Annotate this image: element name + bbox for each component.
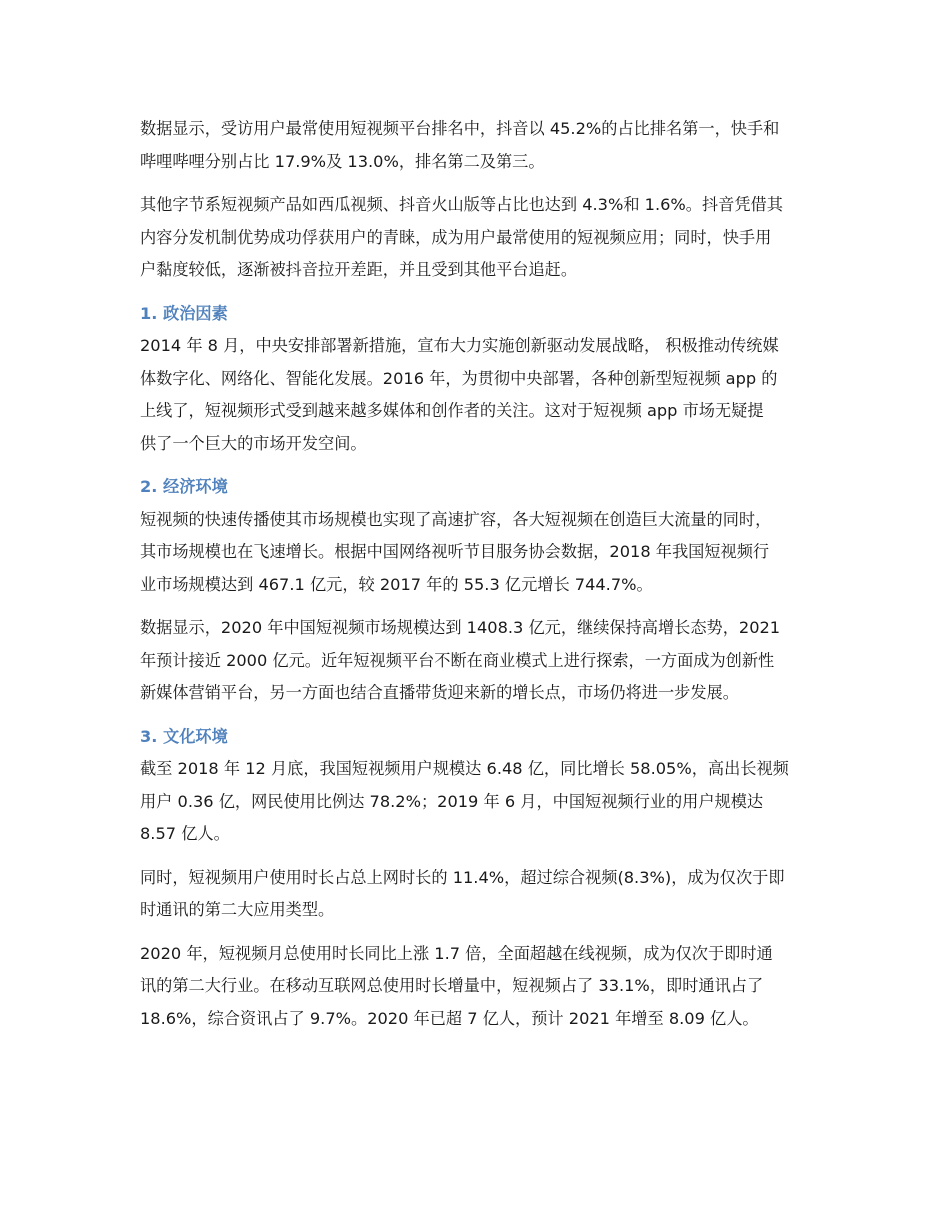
text-line: 2020 年，短视频月总使用时长同比上涨 1.7 倍，全面超越在线视频，成为仅次于即时通 [140, 943, 773, 963]
section-paragraph [140, 612, 812, 710]
document-page [140, 113, 812, 1046]
intro-paragraph-1 [140, 113, 812, 178]
intro-paragraph-2 [140, 189, 812, 287]
text-line: 时通讯的第二大应用类型。 [140, 900, 335, 919]
section-heading: 2. 经济环境 [140, 477, 228, 496]
text-line: 体数字化、网络化、智能化发展。2016 年，为贯彻中央部署，各种创新型短视频 app 的 [140, 368, 778, 388]
text-line: 业市场规模达到 467.1 亿元，较 2017 年的 55.3 亿元增长 744.7%。 [140, 574, 653, 594]
section-heading: 1. 政治因素 [140, 303, 228, 323]
text-line: 上线了，短视频形式受到越来越多媒体和创作者的关注。这对于短视频 app 市场无疑提 [140, 401, 764, 420]
section-paragraph [140, 862, 812, 927]
section-culture [140, 721, 812, 1036]
text-line: 截至 2018 年 12 月底，我国短视频用户规模达 6.48 亿，同比增长 58.05%，高出长视频 [140, 759, 789, 778]
text-line: 户黏度较低，逐渐被抖音拉开差距，并且受到其他平台追赶。 [140, 260, 578, 279]
text-line: 18.6%，综合资讯占了 9.7%。2020 年已超 7 亿人，预计 2021 年增至 8.09 亿人。 [140, 1008, 759, 1028]
text-line: 其他字节系短视频产品如西瓜视频、抖音火山版等占比也达到 4.3%和 1.6%。抖音凭借其 [140, 195, 783, 214]
text-line: 讯的第二大行业。在移动互联网总使用时长增量中，短视频占了 33.1%，即时通讯占了 [140, 976, 764, 995]
section-economy [140, 471, 812, 710]
text-line: 其市场规模也在飞速增长。根据中国网络视听节目服务协会数据，2018 年我国短视频行 [140, 542, 770, 561]
text-line: 数据显示，2020 年中国短视频市场规模达到 1408.3 亿元，继续保持高增长态势，2021 [140, 618, 781, 637]
text-line: 8.57 亿人。 [140, 824, 230, 843]
section-heading: 3. 文化环境 [140, 726, 228, 746]
text-line: 年预计接近 2000 亿元。近年短视频平台不断在商业模式上进行探索，一方面成为创新性 [140, 650, 775, 670]
text-line: 供了一个巨大的市场开发空间。 [140, 433, 367, 453]
text-line: 用户 0.36 亿，网民使用比例达 78.2%；2019 年 6 月，中国短视频行业的用户规模达 [140, 791, 764, 811]
text-line: 2014 年 8 月，中央安排部署新措施，宣布大力实施创新驱动发展战略， 积极推动传统媒 [140, 336, 779, 355]
text-line: 数据显示，受访用户最常使用短视频平台排名中，抖音以 45.2%的占比排名第一，快手和 [140, 119, 780, 138]
section-paragraph [140, 504, 812, 602]
section-politics [140, 298, 812, 461]
text-line: 内容分发机制优势成功俘获用户的青睐，成为用户最常使用的短视频应用；同时，快手用 [140, 227, 772, 247]
text-line: 短视频的快速传播使其市场规模也实现了高速扩容，各大短视频在创造巨大流量的同时， [140, 509, 772, 529]
section-paragraph [140, 753, 812, 851]
text-line: 哔哩哔哩分别占比 17.9%及 13.0%，排名第二及第三。 [140, 151, 545, 171]
text-line: 同时，短视频用户使用时长占总上网时长的 11.4%，超过综合视频(8.3%)，成为仅次于即 [140, 867, 785, 887]
section-paragraph [140, 938, 812, 1036]
section-paragraph [140, 330, 812, 460]
text-line: 新媒体营销平台，另一方面也结合直播带货迎来新的增长点，市场仍将进一步发展。 [140, 683, 739, 702]
